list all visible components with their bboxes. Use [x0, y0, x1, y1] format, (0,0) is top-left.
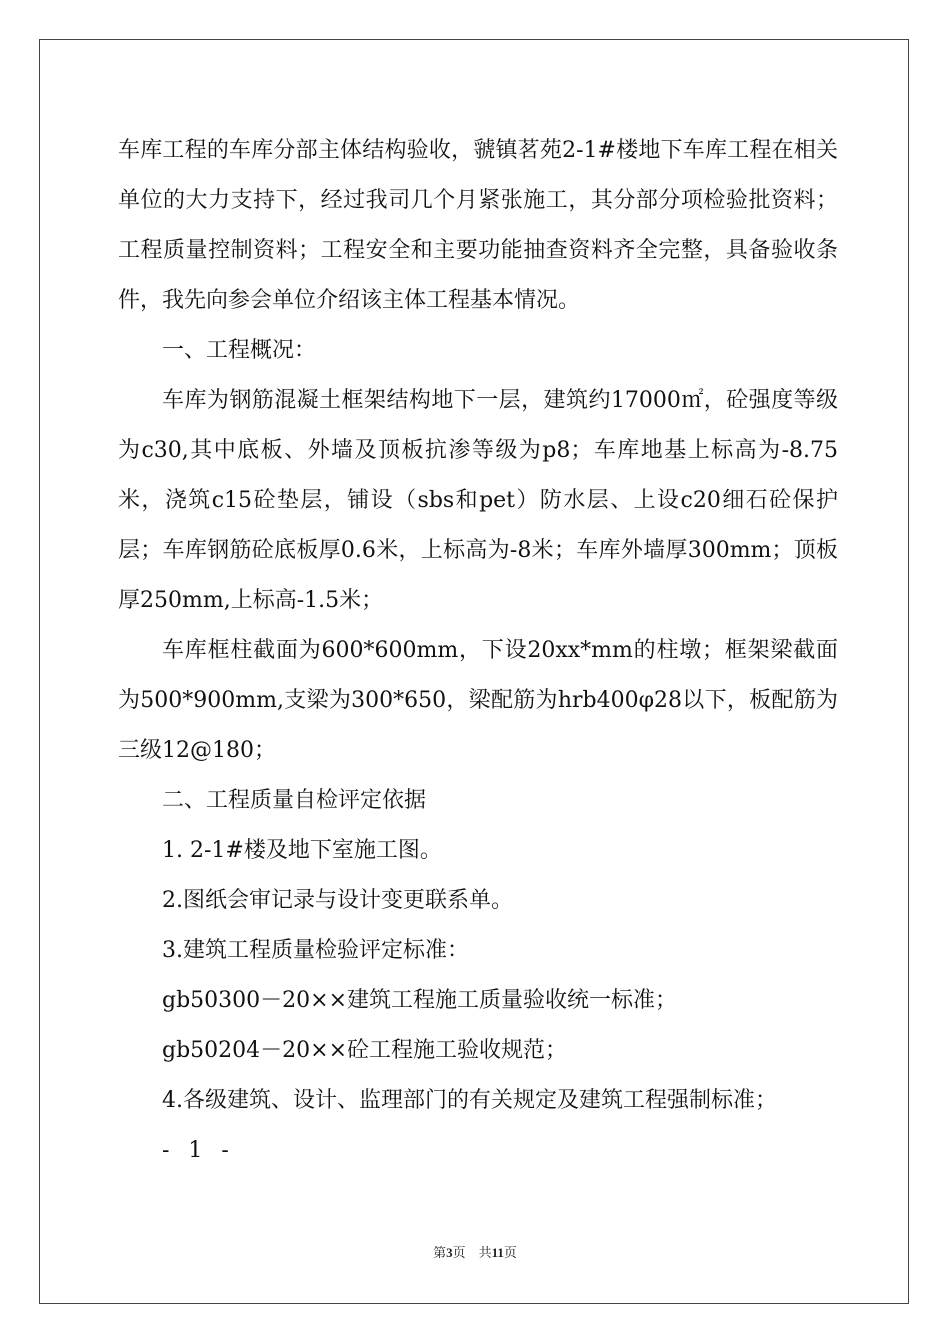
- footer-suffix: 页: [503, 1245, 517, 1260]
- overview-paragraph-2: 车库框柱截面为600*600mm，下设20xx*mm的柱墩；框架梁截面为500*900mm,支梁为300*650，梁配筋为hrb400φ28以下，板配筋为三级12@180；: [118, 638, 838, 763]
- footer-mid: 页 共: [452, 1245, 492, 1260]
- section-heading-basis: 二、工程质量自检评定依据: [162, 788, 427, 813]
- intro-paragraph: 车库工程的车库分部主体结构验收，虢镇茗苑2-1#楼地下车库工程在相关单位的大力支持下，经过我司几个月紧张施工，其分部分项检验批资料；工程质量控制资料；工程安全和主要功能抽查资料齐全完整，具备验收条件，我先向参会单位介绍该主体工程基本情况。: [118, 138, 838, 313]
- standard-gb50300: gb50300－20××建筑工程施工质量验收统一标准；: [162, 988, 678, 1013]
- list-item-1: 1. 2-1#楼及地下室施工图。: [162, 838, 442, 863]
- page-footer: [0, 1242, 950, 1261]
- document-body: [118, 126, 838, 1176]
- section-heading-overview: 一、工程概况：: [162, 338, 317, 363]
- list-item-2: 2.图纸会审记录与设计变更联系单。: [162, 888, 513, 913]
- inner-page-marker: - 1 -: [162, 1138, 235, 1163]
- footer-current-page: 3: [446, 1245, 453, 1260]
- overview-paragraph-1: 车库为钢筋混凝土框架结构地下一层，建筑约17000㎡，砼强度等级为c30,其中底板、外墙及顶板抗渗等级为p8；车库地基上标高为-8.75米，浇筑c15砼垫层，铺设（sbs和pet）防水层、上设c20细石砼保护层；车库钢筋砼底板厚0.6米，上标高为-8米；车库外墙厚300mm；顶板厚250mm,上标高-1.5米；: [118, 388, 838, 613]
- list-item-3: 3.建筑工程质量检验评定标准：: [162, 938, 469, 963]
- list-item-4: 4.各级建筑、设计、监理部门的有关规定及建筑工程强制标准；: [162, 1088, 777, 1113]
- standard-gb50204: gb50204－20××砼工程施工验收规范；: [162, 1038, 568, 1063]
- footer-prefix: 第: [433, 1245, 447, 1260]
- footer-total-pages: 11: [491, 1245, 504, 1260]
